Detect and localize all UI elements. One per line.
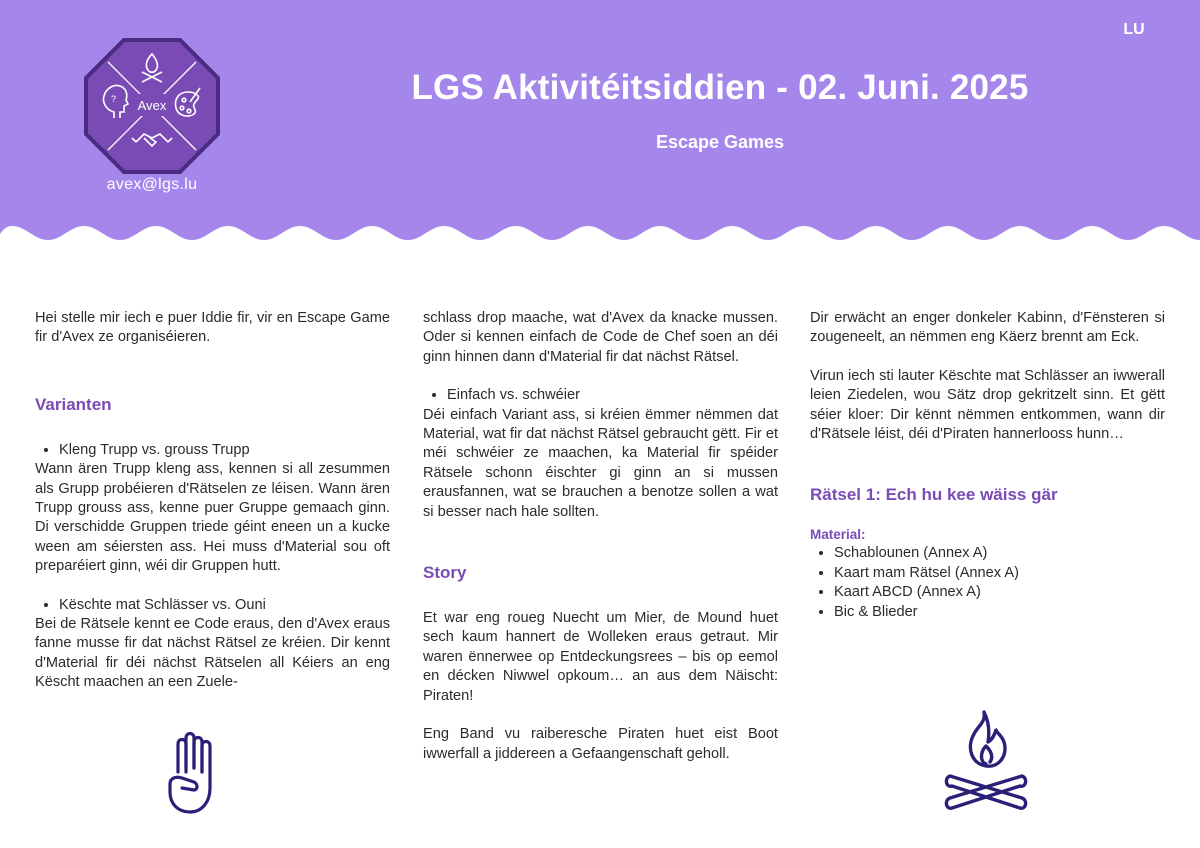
- logo-text: Avex: [137, 98, 167, 113]
- column-2: [423, 309, 778, 764]
- material-item: • Kaart ABCD (Annex A): [834, 583, 1165, 602]
- story-paragraph: Eng Band vu raiberesche Piraten huet eist Boot iwwerfall a jiddereen a Gefaangenschaft geholl.: [423, 726, 778, 762]
- avex-logo: [84, 38, 220, 174]
- campfire-icon: [940, 708, 1032, 820]
- story-paragraph: Et war eng roueg Nuecht um Mier, de Mound huet sech kaum hannert de Wolleken eraus getraut. Mir waren ënnerwee op Entdeckungsrees – bis op eemol en décken Niwwel opkoum… an aus dem Näischt: Piraten!: [423, 610, 778, 704]
- variant-paragraph-continued: schlass drop maache, wat d'Avex da knacke mussen. Oder si kennen einfach de Code de Chef soen an déi ginn hinnen dann d'Material fir dat nächst Rätsel.: [423, 310, 778, 365]
- page-subtitle: Escape Games: [655, 132, 785, 152]
- variant-bullet: • Einfach vs. schwéier: [447, 386, 778, 405]
- variant-list-2: [35, 596, 390, 615]
- variant-list-1: [35, 441, 390, 460]
- raetsel-heading: Rätsel 1: Ech hu kee wäiss gär: [810, 485, 1058, 505]
- material-item: • Bic & Blieder: [834, 603, 1165, 622]
- contact-email: avex@lgs.lu: [106, 176, 198, 193]
- varianten-heading: Varianten: [35, 394, 112, 414]
- header-banner: [0, 0, 1200, 262]
- story-paragraph: Dir erwächt an enger donkeler Kabinn, d'Fënsteren si zougeneelt, an nëmmen eng Käerz brennt am Eck.: [810, 310, 1165, 346]
- column-3: [810, 309, 1165, 622]
- scout-salute-hand-icon: [164, 732, 224, 816]
- material-item: • Schablounen (Annex A): [834, 544, 1165, 563]
- language-label: LU: [1123, 21, 1145, 38]
- material-label: Material:: [810, 527, 866, 543]
- variant-bullet: • Kleng Trupp vs. grouss Trupp: [59, 441, 390, 460]
- intro-paragraph: Hei stelle mir iech e puer Iddie fir, vir en Escape Game fir d'Avex ze organiséieren.: [35, 310, 390, 346]
- material-item: • Kaart mam Rätsel (Annex A): [834, 564, 1165, 583]
- variant-paragraph: Wann ären Trupp kleng ass, kennen si all zesummen als Grupp probéieren d'Rätselen ze léisen. Wann ären Trupp grouss ass, kenne puer Gruppe gemaach ginn. Di verschidde Gruppen triede géint eneen un a kucke ween am séiersten ass. Hei muss d'Material sou oft preparéiert ginn, wéi dir Gruppen hutt.: [35, 461, 390, 575]
- variant-list-3: [423, 386, 778, 405]
- story-heading: Story: [423, 563, 467, 583]
- story-paragraph: Virun iech sti lauter Këschte mat Schlässer an iwwerall leien Ziedelen, wou Sätz drop gekritzelt sinn. Et gëtt séier kloer: Dir kënnt nëmmen entkommen, wann dir d'Rätsele léist, déi d'Piraten hannerlooss hunn…: [810, 367, 1165, 443]
- page-title: LGS Aktivitéitsiddien - 02. Juni. 2025: [411, 68, 1029, 107]
- material-list: [810, 544, 1165, 622]
- variant-paragraph: Déi einfach Variant ass, si kréien ëmmer nëmmen dat Material, wat fir dat nächst Rätsel gebraucht gëtt. Fir et méi schwéier ze maachen, ka Material fir spéider Rätsele schonn éischter gi ginn an si mussen erausfannen, wat se brauchen a benotze sollen a wat si besser nach hale sollten.: [423, 406, 778, 520]
- svg-text:?: ?: [111, 94, 117, 104]
- variant-bullet: • Këschte mat Schlässer vs. Ouni: [59, 596, 390, 615]
- column-1: [35, 309, 390, 693]
- variant-paragraph: Bei de Rätsele kennt ee Code eraus, den d'Avex eraus fanne musse fir dat nächst Rätsel ze kréien. Dir kennt d'Material fir déi nächst Rätselen all Kéiers an eng Këscht maachen an een Zuele-: [35, 616, 390, 691]
